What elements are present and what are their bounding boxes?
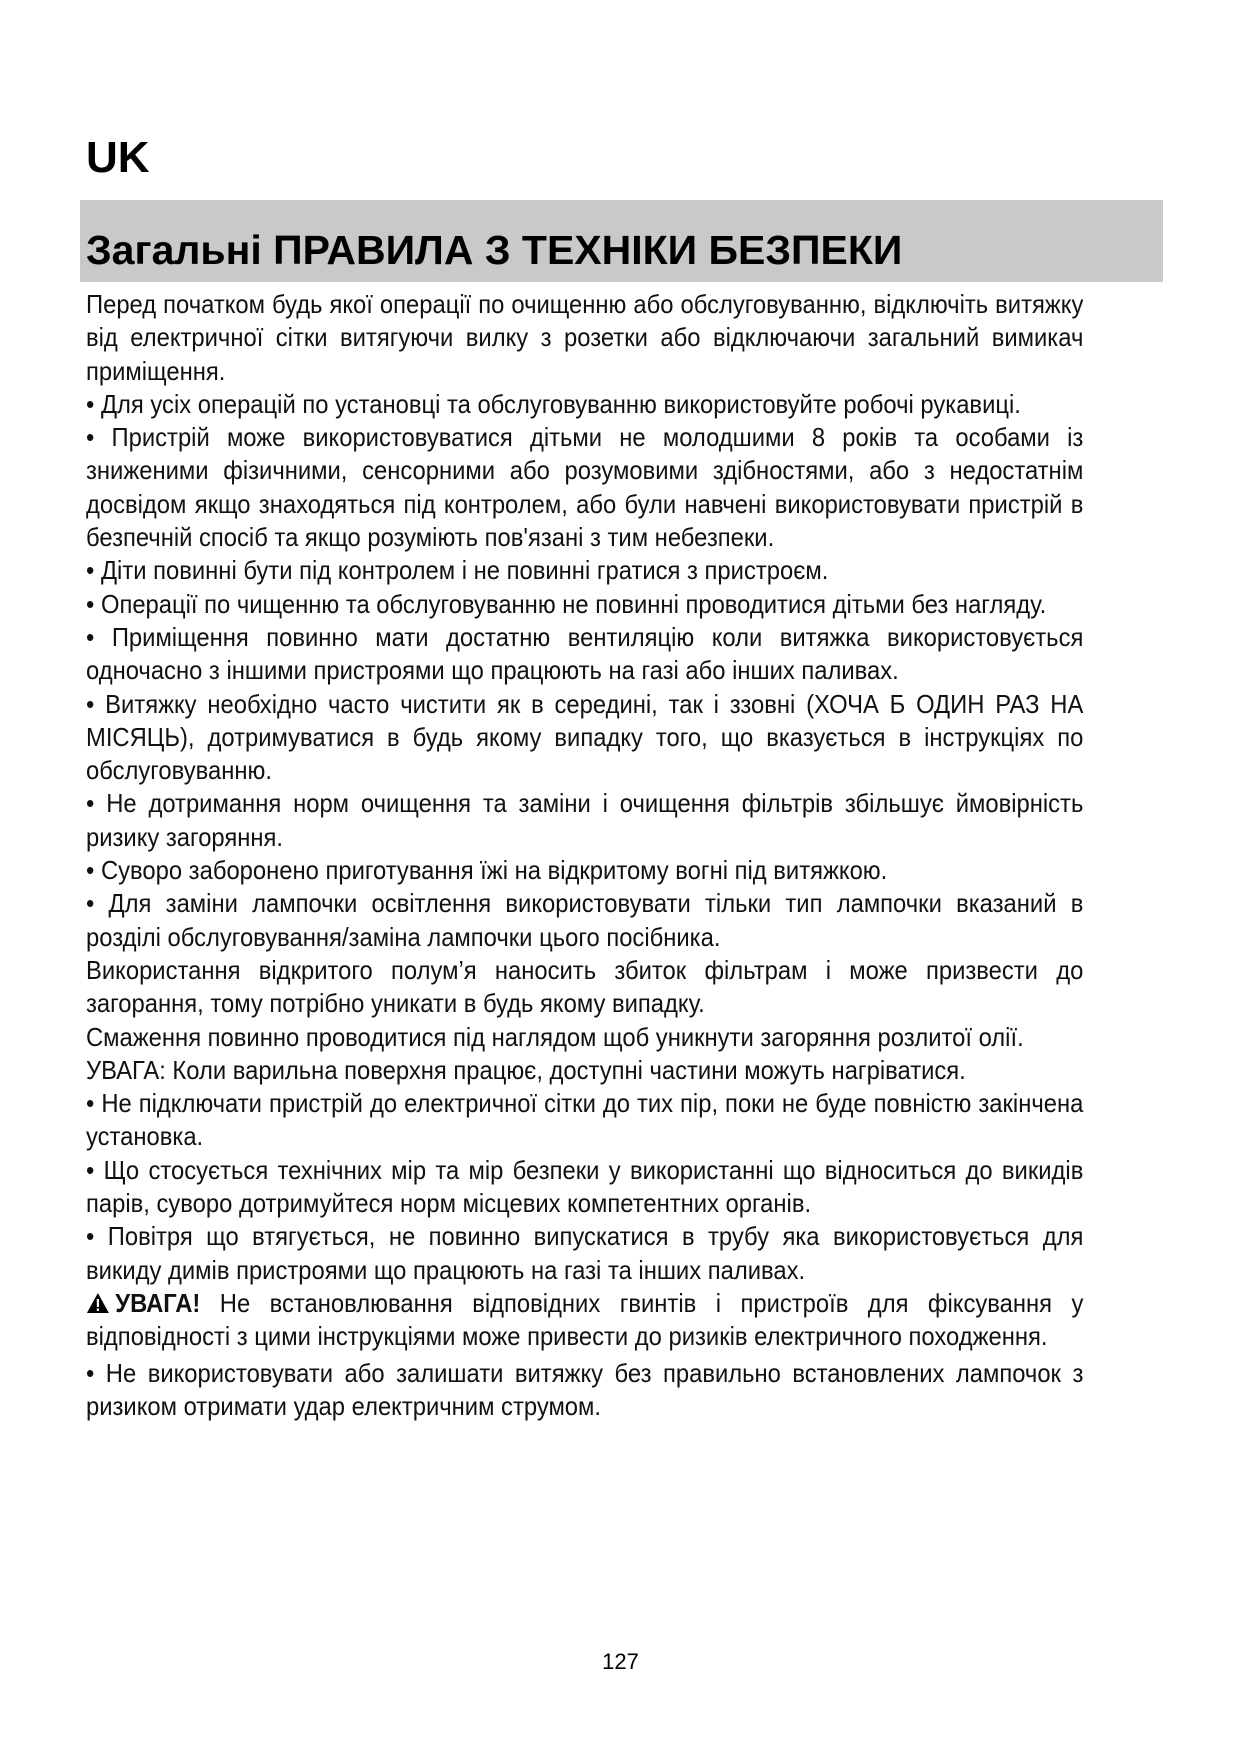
paragraph: • Повітря що втягується, не повинно випускатися в трубу яка використовується для викиду димів пристроями що працюють на газі та інших паливах. <box>86 1221 1084 1285</box>
paragraph: • Приміщення повинно мати достатню вентиляцію коли витяжка використовується одночасно з іншими пристроями що працюють на газі або інших паливах. <box>86 621 1084 686</box>
paragraph: • Суворо заборонено приготування їжі на відкритому вогні під витяжкою. <box>86 855 888 886</box>
paragraph: Використання відкритого полум’я наносить збиток фільтрам і може призвести до загорання, тому потрібно уникати в будь якому випадку. <box>86 954 1084 1019</box>
paragraph: • Що стосується технічних мір та мір безпеки у використанні що відноситься до викидів парів, суворо дотримуйтеся норм місцевих компетентних органів. <box>86 1154 1084 1219</box>
warning-triangle-icon <box>86 1292 110 1314</box>
paragraph: • Не використовувати або залишати витяжку без правильно встановлених лампочок з ризиком отримати удар електричним струмом. <box>86 1357 1084 1421</box>
warning-paragraph <box>86 1287 1083 1354</box>
paragraph: • Діти повинні бути під контролем і не повинні гратися з пристроєм. <box>86 555 829 586</box>
warning-label: УВАГА! <box>115 1287 201 1318</box>
paragraph: • Операції по чищенню та обслуговуванню не повинні проводитися дітьми без нагляду. <box>86 588 1047 619</box>
safety-text <box>86 288 1083 1423</box>
language-code: UK <box>86 133 150 182</box>
paragraph: • Для заміни лампочки освітлення використовувати тільки тип лампочки вказаний в розділі обслуговування/заміна лампочки цього посібника. <box>86 888 1084 952</box>
paragraph: УВАГА: Коли варильна поверхня працює, доступні частини можуть нагріватися. <box>86 1054 966 1085</box>
paragraph: Смаження повинно проводитися під наглядом щоб уникнути загоряння розлитої олії. <box>86 1021 1024 1052</box>
page-number: 127 <box>602 1649 639 1674</box>
paragraph: • Для усіх операцій по установці та обслуговуванню використовуйте робочі рукавиці. <box>86 388 1021 419</box>
paragraph: • Пристрій може використовуватися дітьми не молодшими 8 років та особами із зниженими фізичними, сенсорними або розумовими здібностями, або з недостатнім досвідом якщо знаходяться під контролем, або були навчені використовувати пристрій в безпечній спосіб та якщо розуміють пов'язані з тим небезпеки. <box>86 422 1084 553</box>
warning-text: Не встановлювання відповідних гвинтів і пристроїв для фіксування у відповідності з цими інструкціями може привести до ризиків електричного походження. <box>86 1287 1084 1352</box>
paragraph: • Витяжку необхідно часто чистити як в середині, так і ззовні (ХОЧА Б ОДИН РАЗ НА МІСЯЦЬ), дотримуватися в будь якому випадку того, що вказується в інструкціях по обслуговуванню. <box>86 688 1084 786</box>
paragraph: • Не дотримання норм очищення та заміни і очищення фільтрів збільшує ймовірність ризику загоряння. <box>86 788 1084 852</box>
page-title: Загальні ПРАВИЛА З ТЕХНІКИ БЕЗПЕКИ <box>86 227 903 273</box>
paragraph: Перед початком будь якої операції по очищенню або обслуговуванню, відключіть витяжку від електричної сітки витягуючи вилку з розетки або відключаючи загальний вимикач приміщення. <box>86 289 1084 386</box>
paragraph: • Не підключати пристрій до електричної сітки до тих пір, поки не буде повністю закінчена установка. <box>86 1088 1084 1152</box>
